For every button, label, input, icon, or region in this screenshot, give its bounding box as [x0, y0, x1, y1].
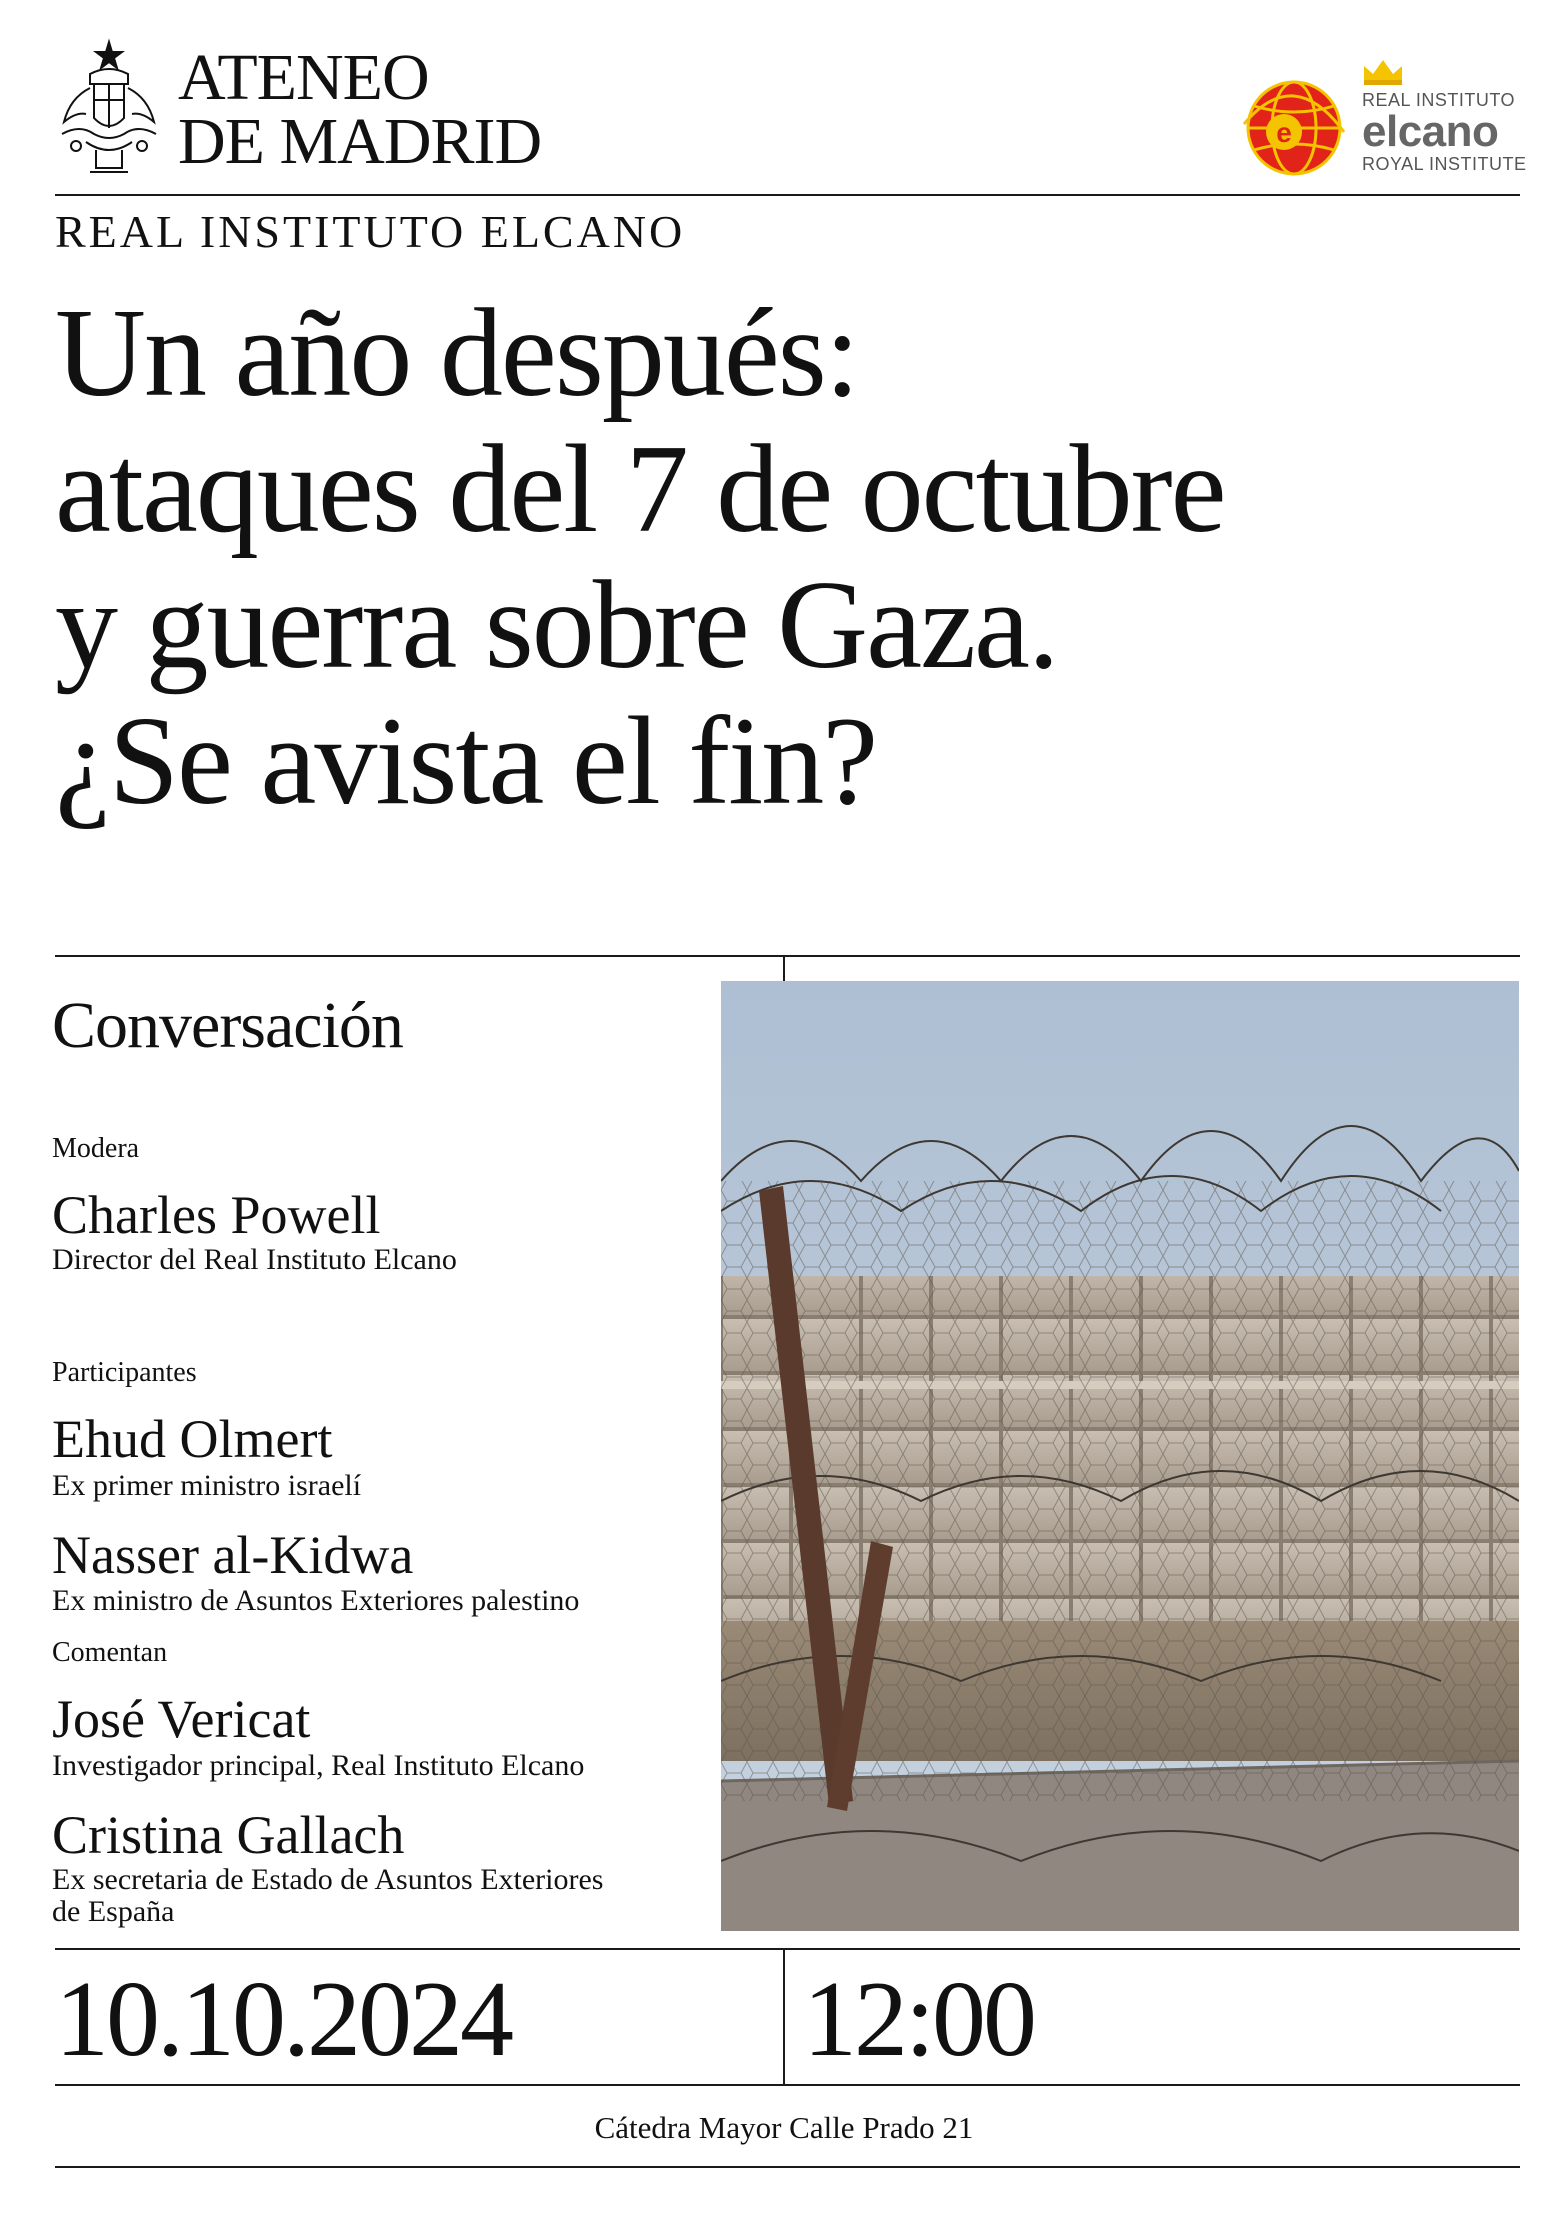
- ateneo-wordmark: [178, 41, 542, 178]
- elcano-top-text: REAL INSTITUTO: [1362, 90, 1516, 110]
- event-venue: Cátedra Mayor Calle Prado 21: [594, 2110, 974, 2145]
- ateneo-crest-icon: [50, 38, 168, 178]
- title-line-2: ataques del 7 de octubre: [55, 420, 1225, 559]
- date-divider-top: [55, 1948, 1520, 1950]
- commentator-role: [52, 1864, 712, 1928]
- elcano-wordmark: [1362, 90, 1527, 174]
- elcano-bottom-text: ROYAL INSTITUTE: [1362, 154, 1527, 174]
- border-wall-photo: [721, 981, 1519, 1931]
- ateneo-line-1: ATENEO: [178, 41, 429, 114]
- event-date: 10.10.2024: [55, 1960, 511, 2079]
- footer-divider: [55, 2166, 1520, 2168]
- participant-name: Ehud Olmert: [52, 1409, 333, 1469]
- event-title: [55, 286, 1535, 830]
- organizer-line: REAL INSTITUTO ELCANO: [55, 206, 686, 257]
- svg-text:e: e: [1276, 117, 1292, 148]
- event-time: 12:00: [803, 1960, 1035, 2079]
- header-divider: [55, 194, 1520, 196]
- moderator-label: Modera: [52, 1133, 140, 1164]
- commentator-role-line-1: Ex secretaria de Estado de Asuntos Exteriores: [52, 1863, 604, 1896]
- participant-role: Ex primer ministro israelí: [52, 1469, 362, 1502]
- event-format: Conversación: [52, 989, 403, 1062]
- ateneo-line-2: DE MADRID: [178, 105, 542, 178]
- title-line-4: ¿Se avista el fin?: [55, 692, 877, 831]
- elcano-globe-icon: [1240, 74, 1348, 182]
- commentators-label: Comentan: [52, 1637, 168, 1668]
- moderator-role: Director del Real Instituto Elcano: [52, 1243, 457, 1276]
- participants-label: Participantes: [52, 1357, 197, 1388]
- commentator-name: José Vericat: [52, 1689, 311, 1749]
- title-line-1: Un año después:: [55, 284, 858, 423]
- date-time-separator: [783, 1948, 785, 2084]
- title-divider: [55, 955, 1520, 957]
- title-line-3: y guerra sobre Gaza.: [55, 556, 1058, 695]
- participant-role: Ex ministro de Asuntos Exteriores palestino: [52, 1584, 580, 1617]
- moderator-name: Charles Powell: [52, 1185, 381, 1245]
- column-tick: [783, 955, 785, 981]
- date-divider-bottom: [55, 2084, 1520, 2086]
- participant-name: Nasser al-Kidwa: [52, 1525, 414, 1585]
- crown-icon: [1360, 56, 1406, 86]
- elcano-logo: [1240, 52, 1568, 182]
- elcano-name: elcano: [1362, 107, 1499, 156]
- commentator-role-line-2: de España: [52, 1895, 175, 1928]
- commentator-name: Cristina Gallach: [52, 1805, 405, 1865]
- commentator-role: Investigador principal, Real Instituto Elcano: [52, 1749, 585, 1782]
